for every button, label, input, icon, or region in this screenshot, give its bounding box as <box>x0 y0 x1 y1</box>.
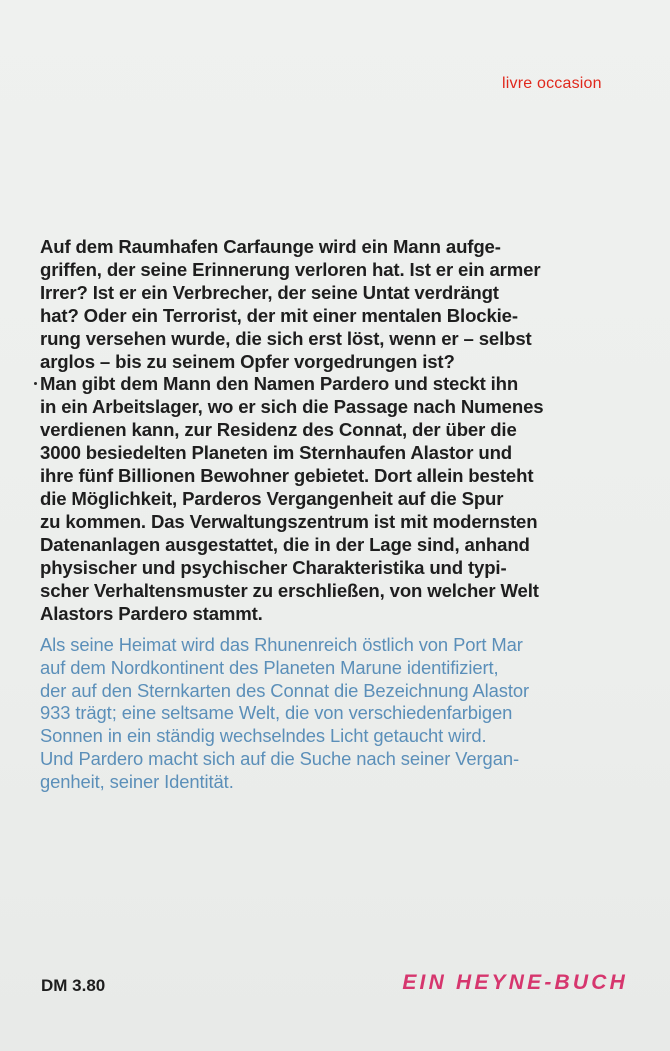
blurb-line: Alastors Pardero stammt. <box>40 602 263 624</box>
summary-line: Und Pardero macht sich auf die Suche nach seiner Vergan- <box>40 747 519 769</box>
bullet-dot-icon <box>34 382 37 385</box>
blurb-line: 3000 besiedelten Planeten im Sternhaufen Alastor und <box>40 442 512 464</box>
summary-line: Als seine Heimat wird das Rhunenreich östlich von Port Mar <box>40 634 523 655</box>
blurb-line: Irrer? Ist er ein Verbrecher, der seine Untat verdrängt <box>40 281 499 303</box>
summary-line: 933 trägt; eine seltsame Welt, die von verschiedenfarbigen <box>40 702 513 724</box>
seller-sticker-label: livre occasion <box>502 75 602 92</box>
price-label: DM 3.80 <box>41 976 106 995</box>
summary-line: auf dem Nordkontinent des Planeten Marune identifiziert, <box>40 656 499 678</box>
blurb-line: verdienen kann, zur Residenz des Connat, der über die <box>40 419 517 441</box>
summary-paragraph <box>40 634 640 794</box>
blurb-line: in ein Arbeitslager, wo er sich die Passage nach Numenes <box>40 396 544 418</box>
blurb-line: zu kommen. Das Verwaltungszentrum ist mit modernsten <box>40 510 538 532</box>
blurb-line: hat? Oder ein Terrorist, der mit einer mentalen Blockie- <box>40 304 518 326</box>
summary-line: der auf den Sternkarten des Connat die Bezeichnung Alastor <box>40 679 530 701</box>
blurb-line: ihre fünf Billionen Bewohner gebietet. Dort allein besteht <box>40 465 534 487</box>
blurb-line: scher Verhaltensmuster zu erschließen, von welcher Welt <box>40 579 539 601</box>
blurb-line: die Möglichkeit, Parderos Vergangenheit auf die Spur <box>40 487 504 509</box>
blurb-line: rung versehen wurde, die sich erst löst, wenn er – selbst <box>40 327 532 349</box>
blurb-paragraph <box>40 236 640 625</box>
blurb-line: arglos – bis zu seinem Opfer vorgedrungen ist? <box>40 350 455 372</box>
blurb-line-text: Man gibt dem Mann den Namen Pardero und steckt ihn <box>40 373 519 395</box>
blurb-line: Datenanlagen ausgestattet, die in der Lage sind, anhand <box>40 533 530 555</box>
blurb-line: griffen, der seine Erinnerung verloren hat. Ist er ein armer <box>40 258 541 280</box>
publisher-imprint: EIN HEYNE-BUCH <box>402 971 628 994</box>
summary-line: genheit, seiner Identität. <box>40 770 234 792</box>
summary-line: Sonnen in ein ständig wechselndes Licht getaucht wird. <box>40 725 487 747</box>
blurb-line-paragraph-start <box>40 373 640 396</box>
blurb-line: physischer und psychischer Charakteristika und typi- <box>40 556 507 578</box>
blurb-line: Auf dem Raumhafen Carfaunge wird ein Mann aufge- <box>40 236 501 257</box>
